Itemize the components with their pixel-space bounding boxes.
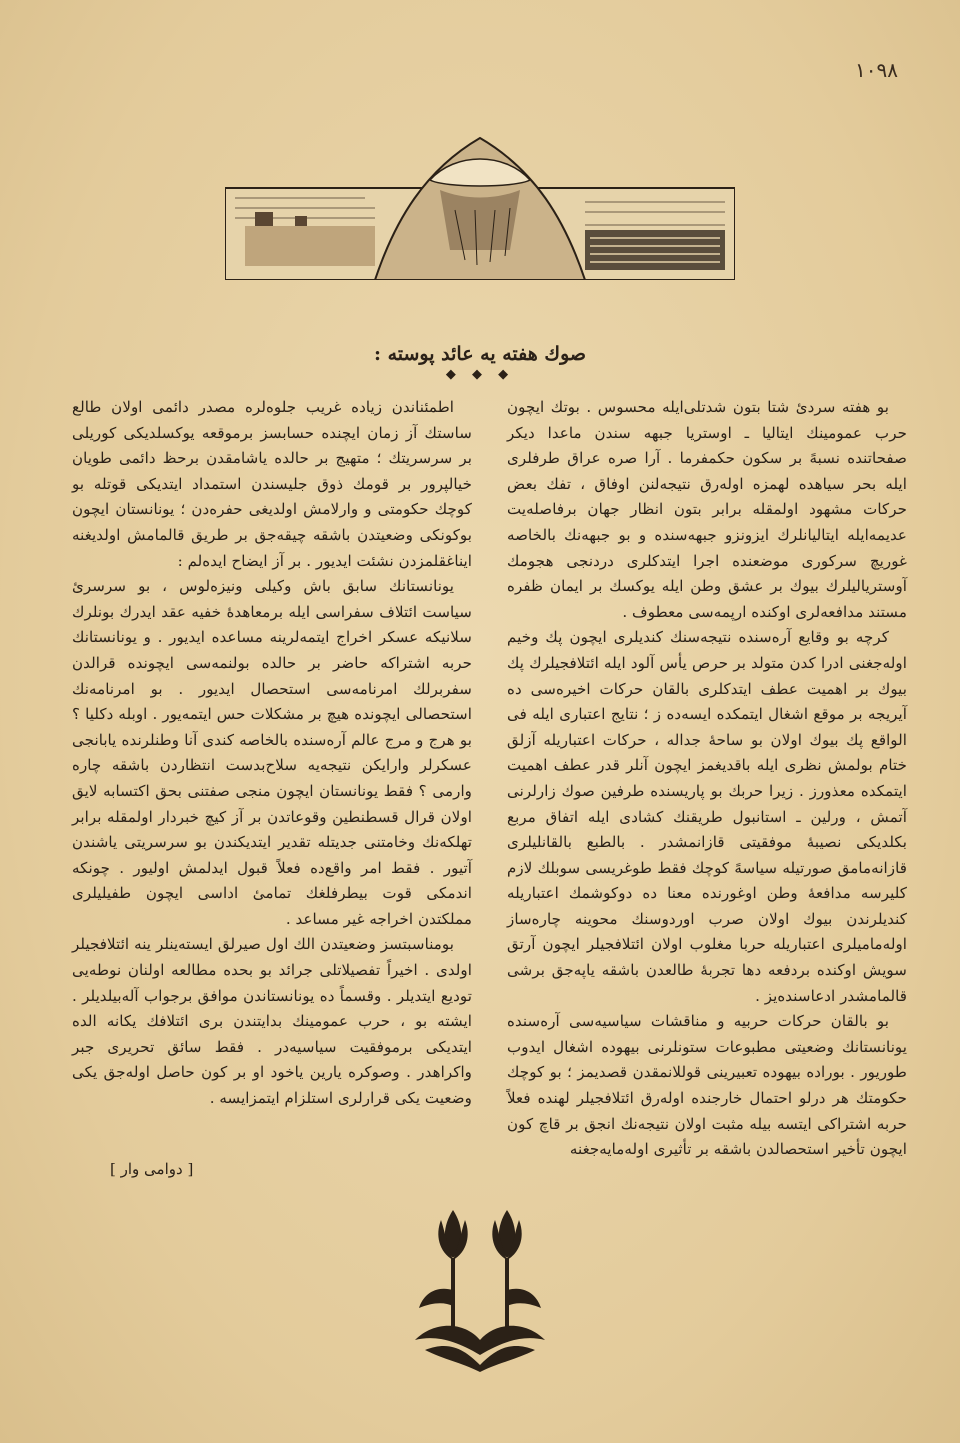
section-title: صوك هفته يه عائد پوسته : — [373, 343, 587, 365]
divider-ornament: ◆ ◆ ◆ — [445, 367, 515, 382]
paragraph: بومناسبتسز وضعیتدن الك اول صیرلق ایسته‌ینلر ینه ائتلافجیلر اولدی . اخیراً تفصیلاتلی جرائد بو بحده مطالعه اولنان نوطه‌یی تودیع ایتدیلر . وقسماً ده یونانستاندن موافق برجواب آله‌بیلدیلر . ایشته بو ، حرب عمومینك بدایتندن بری ائتلافك یكانه الده ایتدیكی برموفقیت سیاسیه‌در . فقط سائق تحریری جبر واكراهدر . وصوكره یارین یاخود او بر كون حاصل اوله‌جق یكی وضعیت یكی قرارلری استلزام ایتمزایسه . — [72, 935, 472, 1108]
left-column — [72, 395, 472, 1112]
paragraph: بو بالقان حركات حربیه و مناقشات سیاسیه‌سی آره‌سنده یونانستانك وضعیتی مطبوعات ستونلرنی بیهوده اشغال ایدوب طوریور . بوراده بیهوده تعبیرینی قوللانمقدن قصدیمز ؛ بو كوچك حكومتك هر درلو احتمال خارجنده اوله‌رق ائتلافجیلر لهنده فعلاً حربه اشتراكی ایتسه بیله مثبت اولان نتیجه‌نك انجق بر قاچ كون ایچون تأخیر استحصالدن باشقه بر تأثیری اوله‌مایه‌جغنه — [507, 1012, 907, 1159]
right-column — [507, 395, 907, 1163]
tulip-icon — [405, 1190, 555, 1375]
tulip-ornament — [405, 1190, 555, 1375]
paragraph: كرچه بو وقایع آره‌سنده نتیجه‌سنك كندیلری ایچون پك وخیم اوله‌جغنی ادرا كدن متولد بر حرص یأس آلود ایله ائتلافجیلرك پك بیوك بر اهمیت عطف ایتدكلری بالقان حركات اخیره‌سی ده آیریجه بر موقع اشغال ایتمكده ایسه‌ده ز ؛ نتایج اعتباری ایله فی الواقع پك بیوك اولان بو ساحهٔ جداله ، حركات اعتباریله آزلق ختام بولمش نظری ایله باقدیغمز ایچون آنلر قدر عطف اهمیت ایتمكده معذورز . زیرا حربك بو پاریسنده طرفین صوك زارلرنی آتمش ، ورلین ـ استانبول طریقنك كشادی ایله اتفاق مربع بكلدیكی نصیبهٔ موفقیتی قازانمشدر . بالطبع بالقانلیلری قازانه‌مامق صورتیله سیاسهً كوچك فقط طوغریسی سوبلك لازم كلیرسه مدافعهٔ وطن اوغورنده معنا ده دوكوشمك اعتباریله كندیلرندن بیوك اولان صرب اوردوسنك محوینه چاره‌ساز اوله‌مامیلری اعتباریله حربا مغلوب اولان ائتلافجیلر ایچون آرتق سویش اوكنده بردفعه دها تجربهٔ طالعدن باشقه یاپه‌جق برشی قالمامشدر ادعاسنده‌یز . — [507, 628, 907, 1005]
header-engraving-image — [225, 130, 735, 280]
paragraph: یونانستانك سابق باش وكیلی ونیزه‌لوس ، بو سرسریٔ سیاست ائتلاف سفراسی ایله برمعاهدهٔ خفیه عقد ایدرك بونلرك سلانیكه عسكر اخراج ایتمه‌لرینه مساعده ایدیور . و یونانستانك حربه اشتراكه حاضر بر حالده بولنمه‌سی ایچونده قرالدن سفربرلك امرنامه‌سی استحصال ایدیور . بو امرنامه‌نك استحصالی ایچونده هیچ بر مشكلات حس ایتمه‌یور . اوبله دكلیا ؟ بو هرج و مرج عالم آره‌سنده بالخاصه كندی آنا وطنلرنده یابانجی عسكرلر وارایكن نتیجه‌یه سلاح‌بدست انتظاردن باشقه چاره وارمی ؟ فقط یونانستان ایچون منجی صفتنی بحق اكتسابه لایق اولان قرال قسطنطین وقوعاتدن بر آز كیچ خبردار اولمقله برابر تهلكه‌نك وخامتنی جدیتله تقدیر ایتدیكندن بو سرسریتی یاشندن آتیور . فقط امر واقع‌ده فعلاً قبول ایدلمش اولیور . چونكه اندمكی قوت بیطرفلغك تمامیٔ اداسی ایچون طفیلیلری مملكتدن اخراجه غیر مساعد . — [72, 577, 472, 928]
header-illustration — [225, 130, 735, 280]
paragraph: اطمئناندن زیاده غریب جلوه‌لره مصدر دائمی اولان طالع ساستك آز زمان ایچنده حسابسز برموقعه یوكسلدیكی كوریلی بر سرسریتك ؛ متهیج بر حالده یاشامقدن برحظ دائمی طویان خیالپرور بر قومك ذوق جلیسندن استمداد ایتدیكی قوتله بو كوچك حكومتی و وارلامش اولدیغی حفره‌دن ؛ یونانستان ایچون بوكونكی وضعیتدن باشقه چیقه‌جق بر طریق قالمامش اولدیغنه ایناغقلمزدن نشئت ایدیور . بر آز ایضاح ایده‌لم : — [72, 398, 472, 570]
paragraph: بو هفته سردیٔ شتا بتون شدتلی‌ایله محسوس . بوتك ایچون حرب عمومینك ایتالیا ـ اوستریا جبهه سندن ماعدا دیكر صفحاتنده نسبهً بر سكون حكمفرما . آرا صره عراق طرفلری ایله بحر سیاهده لهمزه اوله‌رق نتیجه‌لنن اوفاق ، تفك بعض حركات مشهود اولمقله برابر بتون انظار جهان برفاصله‌یت عدیمه‌ایله ایتالیانلرك ایزونزو جبهه‌سنده و بو جبهه‌نك بالخاصه غوریچ سركوری موضعنده اجرا ایتدكلری دردنجی هجومك آوستریالیلرك بیوك بر عشق وطن ایله یوكسك بر ایمان ظفره مستند مدافعه‌لری اوكنده ارپمه‌سی معطوف . — [507, 398, 907, 621]
page-number: ١٠٩٨ — [855, 58, 898, 82]
continues-label: [ دوامی وار ] — [110, 1160, 194, 1178]
